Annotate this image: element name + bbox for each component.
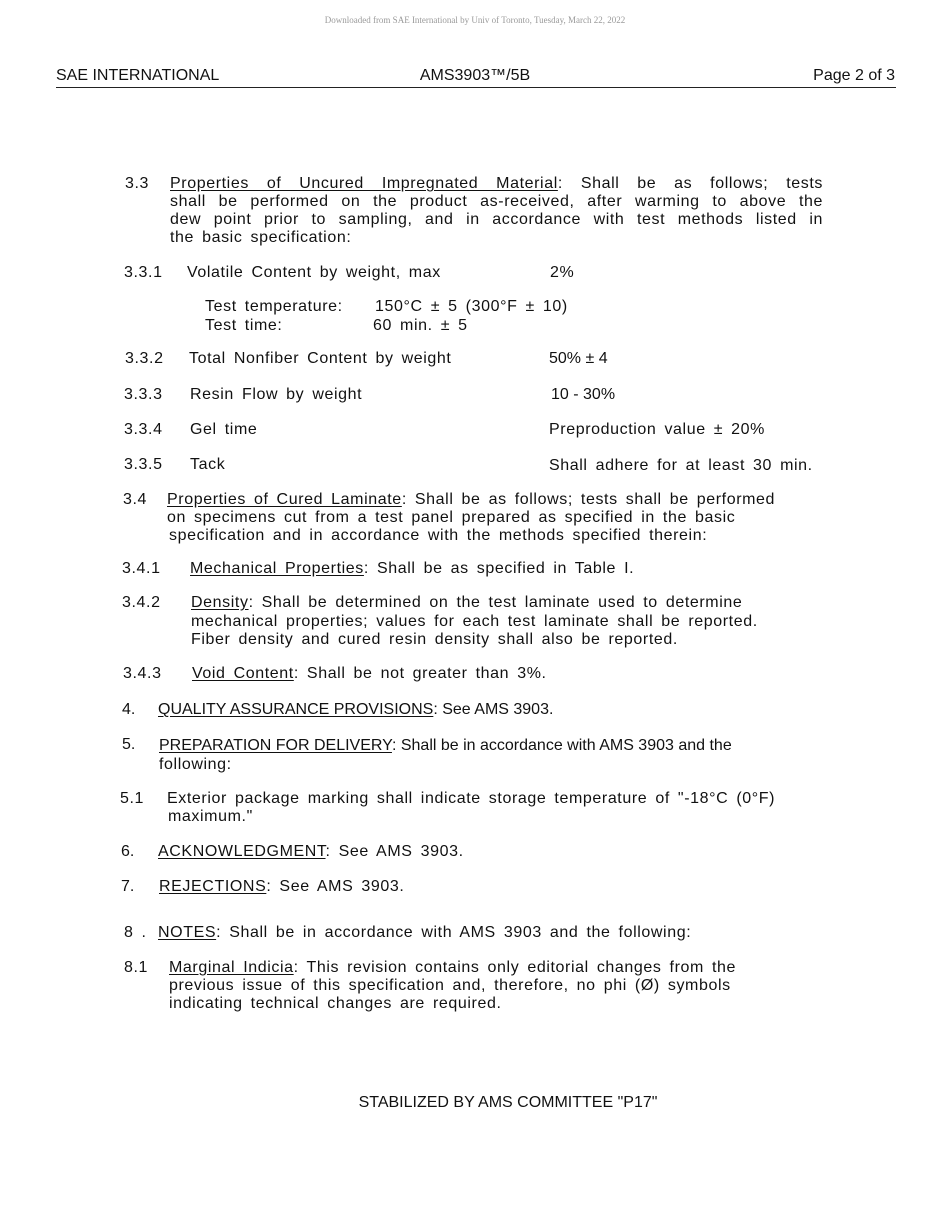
- section-6-text: [158, 843, 464, 861]
- section-3-3-3-value: 10 - 30%: [551, 386, 616, 403]
- section-3-4-title: Properties of Cured Laminate: [167, 491, 402, 508]
- section-4-title: QUALITY ASSURANCE PROVISIONS: [158, 701, 434, 718]
- section-5-line1: : Shall be in accordance with AMS 3903 and the: [391, 737, 732, 754]
- section-3-4-line2: on specimens cut from a test panel prepared as specified in the basic: [167, 509, 736, 526]
- section-3-3-number: 3.3: [125, 175, 150, 192]
- section-3-3-5-number: 3.3.5: [124, 456, 163, 473]
- section-3-3-2-number: 3.3.2: [125, 350, 164, 367]
- section-3-3-3-label: Resin Flow by weight: [190, 386, 363, 403]
- section-3-4-2-number: 3.4.2: [122, 594, 161, 611]
- section-5-title: PREPARATION FOR DELIVERY: [159, 737, 392, 754]
- section-3-3-title: Properties of Uncured Impregnated Material: [170, 175, 558, 192]
- test-time-value: 60 min. ± 5: [373, 317, 468, 334]
- test-temperature-label: Test temperature:: [205, 298, 343, 315]
- section-8-1-line3: indicating technical changes are required.: [169, 995, 502, 1012]
- section-3-4-line1: : Shall be as follows; tests shall be performed: [401, 491, 776, 508]
- section-3-3-5-value: Shall adhere for at least 30 min.: [549, 457, 813, 474]
- section-4-rest: : See AMS 3903.: [433, 701, 554, 718]
- section-3-4-1-title: Mechanical Properties: [190, 560, 364, 577]
- section-5-1-paragraph: [167, 790, 775, 826]
- section-7-rest: : See AMS 3903.: [266, 878, 405, 895]
- section-8-rest: : Shall be in accordance with AMS 3903 and the following:: [216, 924, 692, 941]
- section-3-4-line3: specification and in accordance with the methods specified therein:: [169, 527, 708, 544]
- section-3-4-2-title: Density: [191, 594, 249, 611]
- section-7-title: REJECTIONS: [159, 878, 267, 895]
- section-3-3-line4: the basic specification:: [170, 229, 352, 246]
- section-6-number: 6.: [121, 843, 135, 860]
- section-3-4-2-paragraph: [191, 594, 758, 650]
- section-8-title: NOTES: [158, 924, 217, 941]
- section-3-4-paragraph: [167, 491, 775, 545]
- section-6-title: ACKNOWLEDGMENT: [158, 843, 326, 860]
- section-3-3-line2: shall be performed on the product as-received, after warming to above the: [170, 193, 823, 210]
- header-doc-id: AMS3903™/5B: [419, 67, 531, 84]
- section-5-paragraph: [159, 736, 732, 774]
- test-time-label: Test time:: [205, 317, 283, 334]
- section-3-3-1-label: Volatile Content by weight, max: [187, 264, 441, 281]
- section-3-4-1-number: 3.4.1: [122, 560, 161, 577]
- section-8-number: 8 .: [124, 924, 147, 941]
- stabilized-notice: STABILIZED BY AMS COMMITTEE "P17": [358, 1094, 658, 1111]
- section-5-number: 5.: [122, 736, 136, 753]
- section-8-text: [158, 924, 691, 942]
- section-3-4-3-number: 3.4.3: [123, 665, 162, 682]
- section-3-4-1-text: [190, 560, 634, 578]
- section-4-text: [158, 701, 553, 719]
- download-watermark: Downloaded from SAE International by Univ of Toronto, Tuesday, March 22, 2022: [324, 15, 626, 25]
- header-org: SAE INTERNATIONAL: [56, 67, 220, 84]
- section-3-4-number: 3.4: [123, 491, 148, 508]
- section-3-3-paragraph: [170, 175, 823, 247]
- section-5-line2: following:: [159, 756, 232, 773]
- section-5-1-line1: Exterior package marking shall indicate storage temperature of "-18°C (0°F): [167, 790, 776, 807]
- section-3-3-3-number: 3.3.3: [124, 386, 163, 403]
- section-3-3-line1: : Shall be as follows; tests: [557, 175, 824, 192]
- section-7-text: [159, 878, 404, 896]
- section-8-1-title: Marginal Indicia: [169, 959, 294, 976]
- section-3-3-line3: dew point prior to sampling, and in accordance with test methods listed in: [170, 211, 823, 228]
- section-3-4-3-text: [192, 665, 547, 683]
- section-3-4-2-line3: Fiber density and cured resin density shall also be reported.: [191, 631, 678, 648]
- section-5-1-number: 5.1: [120, 790, 145, 807]
- section-3-4-1-rest: : Shall be as specified in Table I.: [363, 560, 635, 577]
- header-page-number: Page 2 of 3: [813, 67, 895, 84]
- section-8-1-line2: previous issue of this specification and, therefore, no phi (Ø) symbols: [169, 977, 731, 994]
- section-8-1-number: 8.1: [124, 959, 149, 976]
- section-3-4-2-line2: mechanical properties; values for each test laminate shall be reported.: [191, 612, 758, 630]
- section-3-4-2-line1: : Shall be determined on the test laminate used to determine: [248, 594, 743, 611]
- section-6-rest: : See AMS 3903.: [325, 843, 464, 860]
- section-3-3-1-number: 3.3.1: [124, 264, 163, 281]
- section-5-1-line2: maximum.": [168, 808, 253, 825]
- section-3-3-4-value: Preproduction value ± 20%: [549, 421, 766, 438]
- section-3-3-5-label: Tack: [190, 456, 226, 473]
- section-4-number: 4.: [122, 701, 136, 718]
- section-3-3-1-value: 2%: [550, 264, 575, 281]
- section-3-3-2-label: Total Nonfiber Content by weight: [189, 350, 452, 367]
- section-3-4-3-rest: : Shall be not greater than 3%.: [293, 665, 547, 682]
- header-rule: [56, 87, 896, 88]
- section-3-4-3-title: Void Content: [192, 665, 294, 682]
- section-3-3-4-label: Gel time: [190, 421, 258, 438]
- test-temperature-value: 150°C ± 5 (300°F ± 10): [375, 298, 568, 315]
- section-7-number: 7.: [121, 878, 135, 895]
- section-8-1-line1: : This revision contains only editorial changes from the: [293, 959, 737, 976]
- section-3-3-2-value: 50% ± 4: [549, 350, 608, 367]
- section-8-1-paragraph: [169, 959, 736, 1013]
- section-3-3-4-number: 3.3.4: [124, 421, 163, 438]
